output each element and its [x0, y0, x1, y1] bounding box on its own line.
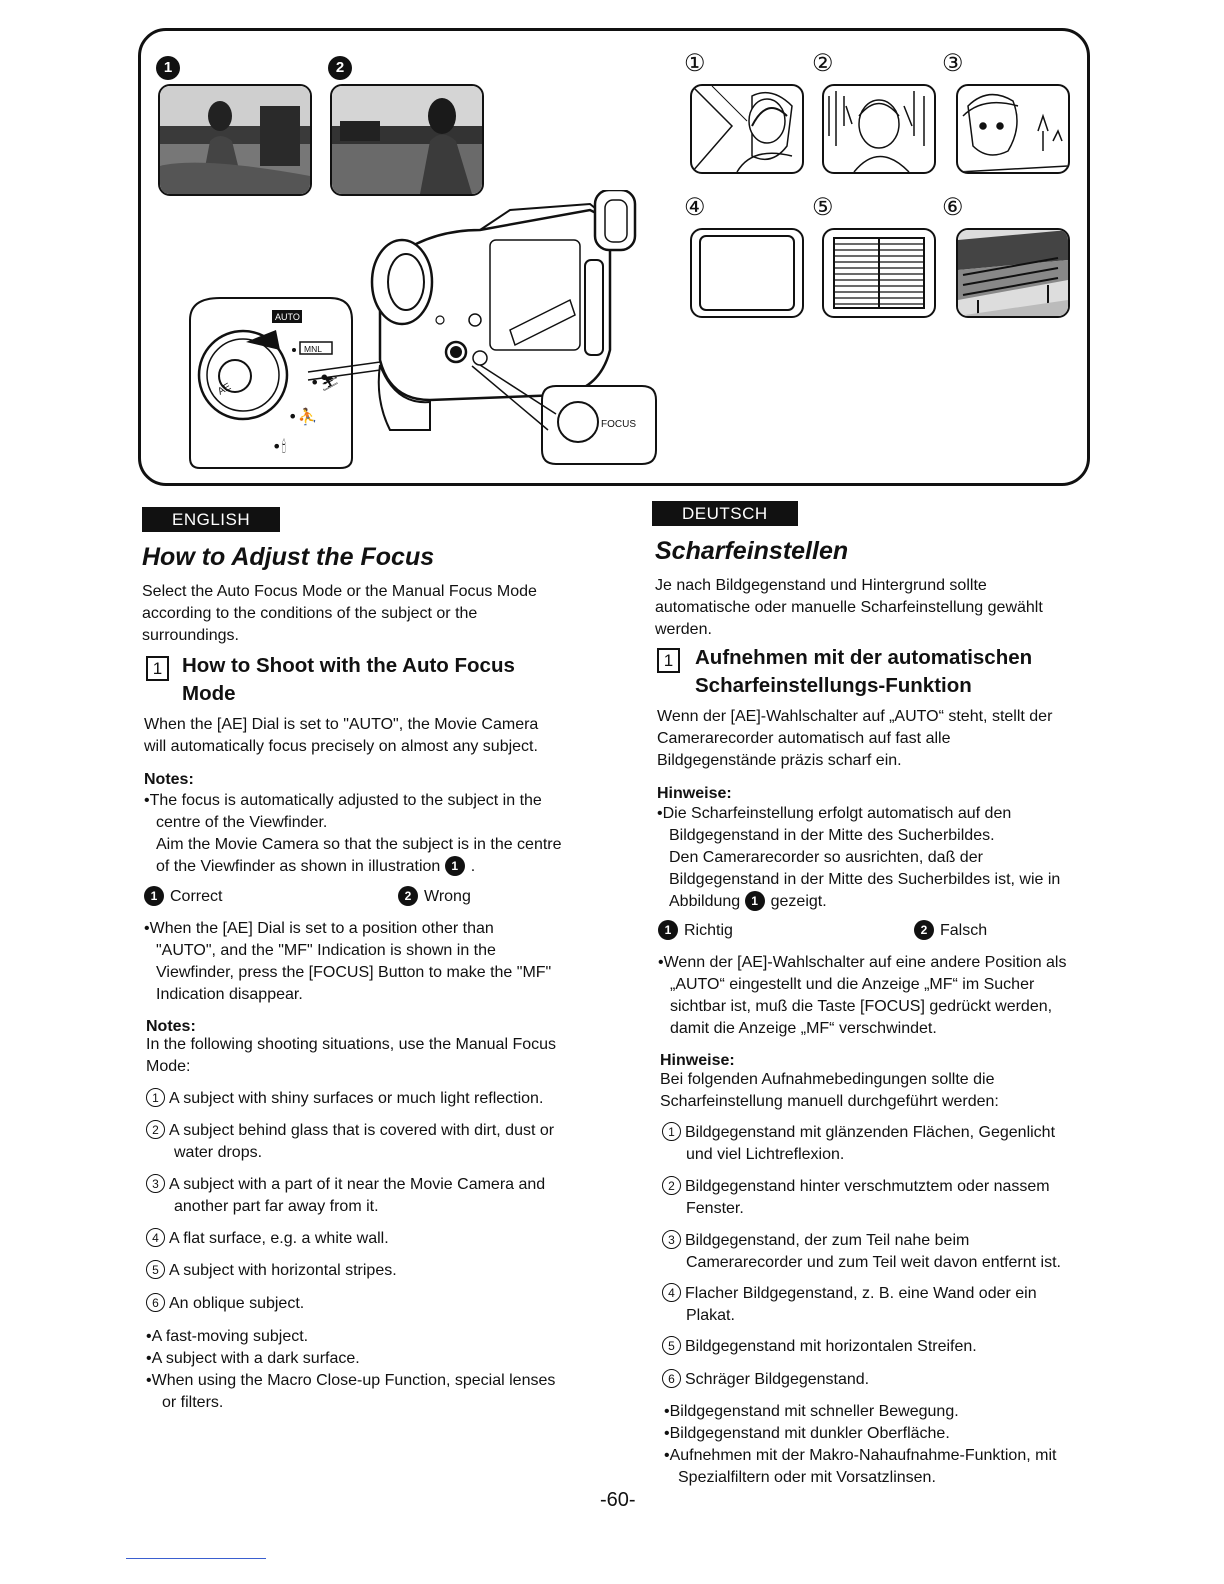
english-mf-note: •When the [AE] Dial is set to a position other than "AUTO", and the "MF" Indication is shown in the Viewfinder, press the [FOCUS] Button to make the "MF" Indication disappear.: [144, 920, 552, 1003]
english-page-title: How to Adjust the Focus: [142, 543, 435, 571]
near-far-subject-sketch: [956, 84, 1070, 174]
english-notes-1: •The focus is automatically adjusted to the subject in the centre of the Viewfinder. Aim the Movie Camera so that the subject is in the centre of the Viewfinder as shown in illustration 1 .: [144, 792, 562, 875]
situation-label-1: ①: [684, 50, 706, 77]
english-wrong-label: 2 Wrong: [398, 886, 471, 908]
focus-button-label: FOCUS: [601, 419, 636, 430]
mnl-mode-label: MNL: [304, 344, 322, 354]
english-intro: Select the Auto Focus Mode or the Manual Focus Mode according to the conditions of the subject or the surroundings.: [142, 583, 537, 644]
behind-glass-sketch: [822, 84, 936, 174]
english-situation-3: 3 A subject with a part of it near the Movie Camera and another part far away from it.: [146, 1174, 545, 1218]
auto-mode-label: AUTO: [275, 312, 300, 322]
english-situation-1: 1 A subject with shiny surfaces or much light reflection.: [146, 1088, 543, 1110]
shiny-surface-sketch: [690, 84, 804, 174]
situation-label-3: ③: [942, 50, 964, 77]
english-situation-6: 6 An oblique subject.: [146, 1293, 304, 1315]
deutsch-situation-6: 6 Schräger Bildgegenstand.: [662, 1369, 869, 1391]
deutsch-situation-3: 3 Bildgegenstand, der zum Teil nahe beim Camerarecorder und zum Teil weit davon entfernt ist.: [662, 1230, 1061, 1274]
deutsch-notes2-heading: Hinweise:: [660, 1052, 735, 1069]
english-section-number: 1: [146, 656, 169, 681]
situation-label-6: ⑥: [942, 194, 964, 221]
deutsch-mf-note: •Wenn der [AE]-Wahlschalter auf eine andere Position als „AUTO“ eingestellt und die Anzeige „MF“ im Sucher sichtbar ist, muß die Taste [FOCUS] gedrückt werden, damit die Anzeige „MF“ verschwindet.: [658, 954, 1067, 1037]
footer-rule: [126, 1558, 266, 1559]
deutsch-intro: Je nach Bildgegenstand und Hintergrund sollte automatische oder manuelle Scharfeinstellung gewählt werden.: [655, 577, 1043, 638]
deutsch-page-title: Scharfeinstellen: [655, 537, 849, 565]
deutsch-language-tab: DEUTSCH: [652, 501, 798, 526]
svg-text:•⛹: •⛹: [288, 407, 318, 426]
situation-label-4: ④: [684, 194, 706, 221]
svg-text:•🕯: •🕯: [272, 437, 286, 456]
english-section-body: When the [AE] Dial is set to "AUTO", the Movie Camera will automatically focus precisely on almost any subject.: [144, 716, 539, 755]
english-extra-bullets: •A fast-moving subject. •A subject with a dark surface. •When using the Macro Close-up Function, special lenses or filters.: [146, 1328, 556, 1411]
english-section-title: How to Shoot with the Auto Focus Mode: [182, 654, 515, 705]
deutsch-section-title: Aufnehmen mit der automatischen Scharfeinstellungs-Funktion: [695, 646, 1033, 697]
wrong-focus-photo: [330, 84, 484, 196]
deutsch-situation-4: 4 Flacher Bildgegenstand, z. B. eine Wand oder ein Plakat.: [662, 1283, 1037, 1327]
english-notes-heading: Notes:: [144, 771, 194, 788]
ae-dial-label: AE: [216, 381, 234, 398]
english-situation-2: 2 A subject behind glass that is covered with dirt, dust or water drops.: [146, 1120, 554, 1164]
english-notes2-intro: In the following shooting situations, use the Manual Focus Mode:: [146, 1036, 557, 1075]
english-notes2-heading: Notes:: [146, 1018, 196, 1035]
situation-label-5: ⑤: [812, 194, 834, 221]
correct-focus-photo: [158, 84, 312, 196]
deutsch-correct-label: 1 Richtig: [658, 920, 733, 942]
deutsch-section-body: Wenn der [AE]-Wahlschalter auf „AUTO“ steht, stellt der Camerarecorder automatisch auf fast alle Bildgegenstände präzis scharf ein.: [657, 708, 1053, 769]
deutsch-notes-heading: Hinweise:: [657, 785, 732, 802]
illustration-ref-1-icon: 1: [445, 856, 465, 876]
deutsch-illustration-ref-icon: 1: [745, 891, 765, 911]
illustration-label-1: 1: [156, 56, 180, 80]
deutsch-section-number: 1: [657, 648, 680, 673]
svg-text:•⛷: •⛷: [310, 373, 340, 392]
horizontal-stripes-sketch: [822, 228, 936, 318]
deutsch-situation-1: 1 Bildgegenstand mit glänzenden Flächen, Gegenlicht und viel Lichtreflexion.: [662, 1122, 1055, 1166]
deutsch-notes2-intro: Bei folgenden Aufnahmebedingungen sollte die Scharfeinstellung manuell durchgeführt werden:: [660, 1071, 999, 1110]
english-situation-5: 5 A subject with horizontal stripes.: [146, 1260, 397, 1282]
camcorder-illustration: [180, 190, 660, 470]
english-language-tab: ENGLISH: [142, 507, 280, 532]
english-situation-4: 4 A flat surface, e.g. a white wall.: [146, 1228, 389, 1250]
illustration-label-2: 2: [328, 56, 352, 80]
oblique-subject-sketch: [956, 228, 1070, 318]
page-number: -60-: [600, 1489, 636, 1511]
deutsch-situation-2: 2 Bildgegenstand hinter verschmutztem oder nassem Fenster.: [662, 1176, 1050, 1220]
deutsch-wrong-label: 2 Falsch: [914, 920, 987, 942]
flat-surface-sketch: [690, 228, 804, 318]
situation-label-2: ②: [812, 50, 834, 77]
deutsch-situation-5: 5 Bildgegenstand mit horizontalen Streifen.: [662, 1336, 977, 1358]
english-correct-label: 1 Correct: [144, 886, 222, 908]
deutsch-notes-1: •Die Scharfeinstellung erfolgt automatisch auf den Bildgegenstand in der Mitte des Sucherbildes. Den Camerarecorder so ausrichten, daß der Bildgegenstand in der Mitte des Sucherbildes ist, wie in Abbildung 1 gezeigt.: [657, 805, 1061, 910]
deutsch-extra-bullets: •Bildgegenstand mit schneller Bewegung. •Bildgegenstand mit dunkler Oberfläche. •Aufnehmen mit der Makro-Nahaufnahme-Funktion, mit Spezialfiltern oder mit Vorsatzlinsen.: [664, 1403, 1057, 1486]
